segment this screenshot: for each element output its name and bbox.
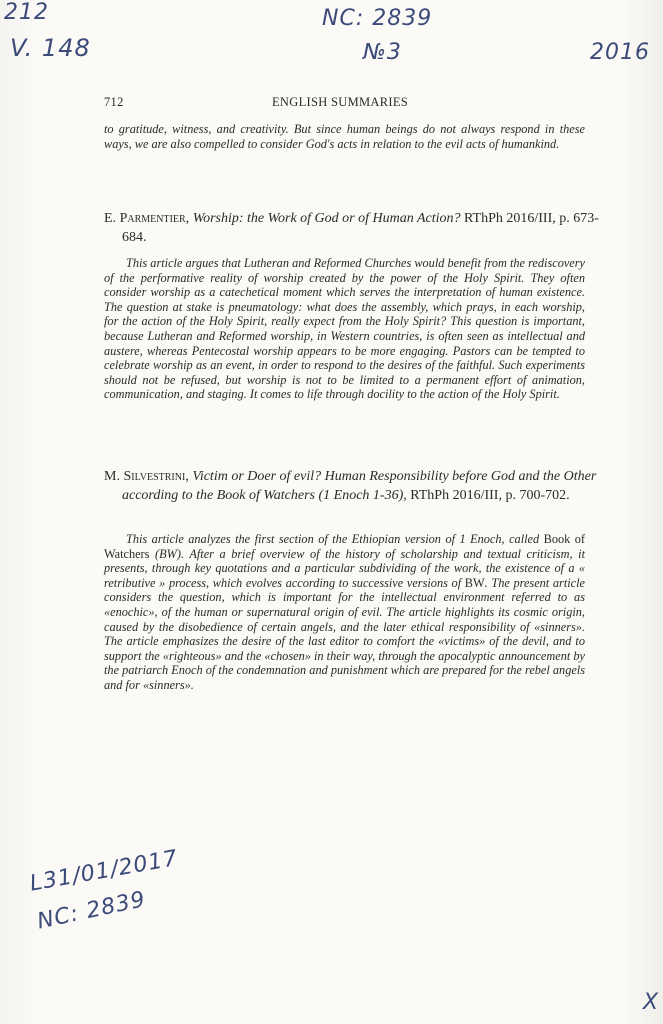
citation: , RThPh 2016/III, p. 700-702. [403,487,570,503]
separator: , [185,211,193,226]
entry-heading [104,468,603,505]
citation: RThPh 2016/III, p. 673-684. [122,211,599,245]
author-surname: Silvestrini [123,469,186,484]
author-surname: Parmentier [119,211,186,226]
handwritten-note: 212 [4,0,49,25]
author-initial: E. [104,211,120,226]
abstract-text: This article analyzes the first section of the Ethiopian version of 1 Enoch, called [126,532,544,546]
abstract-text: . The present article considers the question, which is important for the intellectual environment referred to as «enochic», of the human or supernatural origin of evil. The article highlights its cosmic origin, caused by the disobedience of certain angels, and the later ethical responsibility of «sinners». The article emphasizes the desire of the last editor to comfort the «victims» of the devil, and to support the «righteous» and the «chosen» in their way, through the apocalyptic announcement by the patriarch Enoch of the condemnation and punishment which are prepared for the rebel angels and for «sinners». [104,575,585,692]
handwritten-note: №3 [363,40,402,65]
abstract-paragraph [104,532,585,693]
section-title: ENGLISH SUMMARIES [272,95,409,109]
page-number: 712 [104,95,124,109]
handwritten-note: NC: 2839 [35,887,149,935]
article-title: Victim or Doer of evil? Human Responsibility before God and the Other according to the Book of Watchers (1 Enoch 1-36) [122,469,597,503]
abstract-text: (BW). After a brief overview of the history of scholarship and textual criticism, it presents, through key quotations and a particular subdividing of the work, the existence of a « retributive » process, which evolves according to successive versions of [104,546,585,590]
article-title: Worship: the Work of God or of Human Action? [192,211,461,226]
book-abbrev: BW [464,575,485,590]
entry-heading [104,210,603,247]
handwritten-note: X [643,990,660,1015]
handwritten-note: 2016 [590,40,650,65]
abstract-paragraph: This article argues that Lutheran and Reformed Churches would benefit from the rediscovery of the performative reality of worship created by the power of the Holy Spirit. They often consider worship as a catechetical moment which serves the interpretation of human existence. The question at stake is pneumatology: what does the assembly, which prays, in each worship, for the action of the Holy Spirit, really expect from the Holy Spirit? This question is important, because Lutheran and Reformed worship, in Western countries, is often seen as intellectual and austere, whereas Pentecostal worship appears to be more engaging. Pastors can be tempted to celebrate worship as an event, in order to respond to the desires of the faithful. Such experiments should not be refused, but worship is not to be limited to a permanent effort of animation, communication, and staging. It comes to life through docility to the action of the Holy Spirit. [104,256,585,402]
carryover-paragraph: to gratitude, witness, and creativity. But since human beings do not always respond in these ways, we are also compelled to consider God's acts in relation to the evil acts of humankind. [104,122,585,151]
handwritten-note: NC: 2839 [322,6,433,31]
handwritten-note: L31/01/2017 [28,845,181,897]
separator: , [185,469,193,484]
handwritten-note: V. 148 [10,34,91,62]
book-title: Book of Watchers [104,532,585,561]
author-initial: M. [104,469,124,484]
